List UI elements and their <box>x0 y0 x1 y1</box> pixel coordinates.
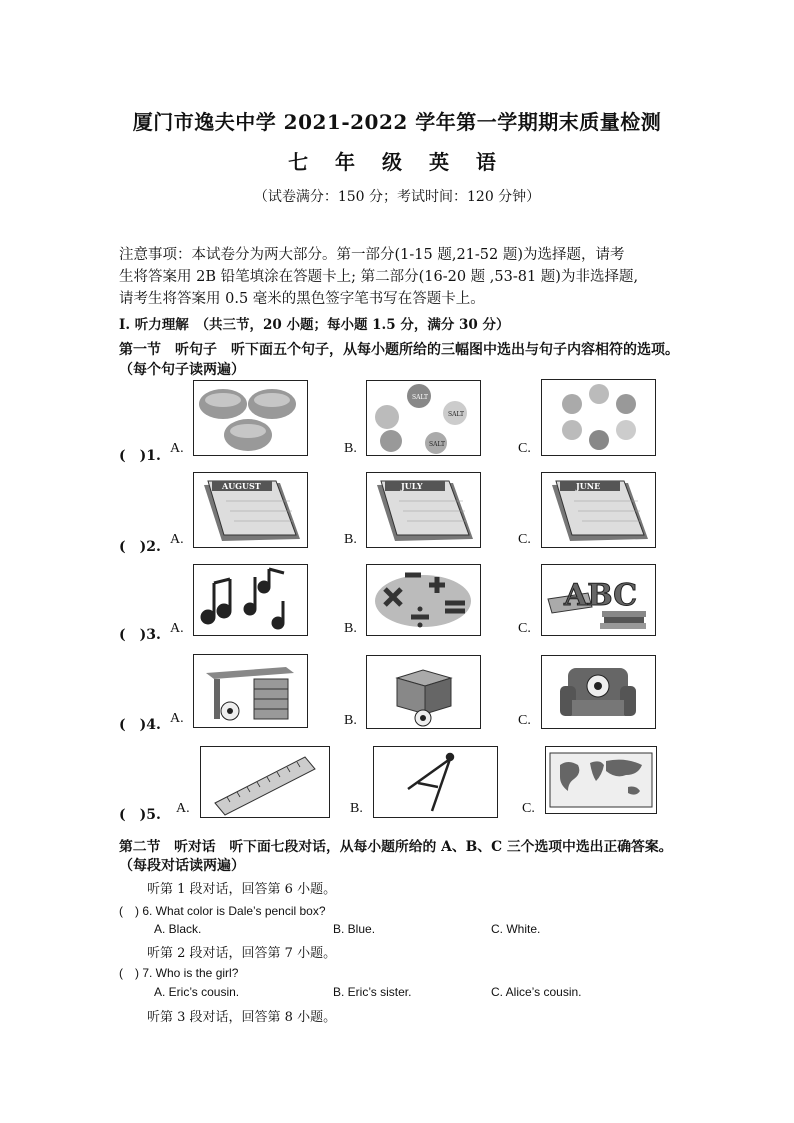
ball-circle-icon <box>541 379 656 456</box>
calendar-icon <box>366 472 481 548</box>
notice-line-2: 生将答案用 2B 铅笔填涂在答题卡上; 第二部分(16-20 题 ,53-81 题)为非选择题, <box>119 269 639 285</box>
compass-icon <box>373 746 498 818</box>
desk-ball-icon <box>193 654 308 728</box>
part1-heading: I. 听力理解 （共三节，20 小题；每小题 1.5 分，满分 30 分） <box>119 317 510 333</box>
question-7-option-b[interactable]: B. Eric’s sister. <box>333 985 412 999</box>
exam-title: 厦门市逸夫中学 2021-2022 学年第一学期期末质量检测 <box>132 110 662 134</box>
salt-balls-icon <box>366 380 481 456</box>
question-4-number: ( )4. <box>119 717 161 733</box>
svg-text:JUNE: JUNE <box>576 481 601 491</box>
box-ball-icon <box>366 655 481 729</box>
question-2-number: ( )2. <box>119 539 161 555</box>
notice-line-3: 请考生将答案用 0.5 毫米的黑色签字笔书写在答题卡上。 <box>119 291 485 307</box>
option-5a-label: A. <box>176 801 190 816</box>
option-3c-label: C. <box>518 621 531 636</box>
dialog-2-intro: 听第 2 段对话，回答第 7 小题。 <box>147 946 337 961</box>
section2-instructions: 第二节 听对话 听下面七段对话，从每小题所给的 A、B、C 三个选项中选出正确答案。 <box>119 839 673 855</box>
music-notes-icon <box>193 564 308 636</box>
question-6-option-b[interactable]: B. Blue. <box>333 922 376 936</box>
option-1b-label: B. <box>344 441 357 456</box>
option-3a-label: A. <box>170 621 184 636</box>
option-4a-label: A. <box>170 711 184 726</box>
exam-meta: （试卷满分：150 分；考试时间：120 分钟） <box>253 189 541 205</box>
svg-text:SALT: SALT <box>412 394 428 401</box>
question-3-number: ( )3. <box>119 627 161 643</box>
world-map-icon <box>545 746 657 814</box>
question-7-option-c[interactable]: C. Alice’s cousin. <box>491 985 582 999</box>
option-2c-label: C. <box>518 532 531 547</box>
svg-text:SALT: SALT <box>448 411 464 418</box>
math-symbols-icon <box>366 564 481 636</box>
option-1a-label: A. <box>170 441 184 456</box>
svg-text:ABC: ABC <box>564 578 638 613</box>
abc-books-icon <box>541 564 656 636</box>
section1-note: （每个句子读两遍） <box>119 362 245 378</box>
section2-note: （每段对话读两遍） <box>119 858 245 874</box>
option-2a-label: A. <box>170 532 184 547</box>
svg-text:JULY: JULY <box>401 481 423 491</box>
dialog-3-intro: 听第 3 段对话，回答第 8 小题。 <box>147 1010 337 1025</box>
option-3b-label: B. <box>344 621 357 636</box>
question-6-option-c[interactable]: C. White. <box>491 922 541 936</box>
svg-text:SALT: SALT <box>429 441 445 448</box>
notice-line-1: 注意事项：本试卷分为两大部分。第一部分(1-15 题,21-52 题)为选择题，请考 <box>119 247 625 263</box>
calendar-icon <box>193 472 308 548</box>
calendar-icon <box>541 472 656 548</box>
ping-pong-balls-icon <box>193 380 308 456</box>
option-2b-label: B. <box>344 532 357 547</box>
svg-text:AUGUST: AUGUST <box>222 481 261 491</box>
exam-subject: 七 年 级 英 语 <box>288 150 506 174</box>
option-5c-label: C. <box>522 801 535 816</box>
armchair-ball-icon <box>541 655 656 729</box>
option-4c-label: C. <box>518 713 531 728</box>
question-5-number: ( )5. <box>119 807 161 823</box>
question-1-number: ( )1. <box>119 448 161 464</box>
question-6-option-a[interactable]: A. Black. <box>154 922 202 936</box>
dialog-1-intro: 听第 1 段对话，回答第 6 小题。 <box>147 882 337 897</box>
question-7: ( ) 7. Who is the girl? <box>119 966 239 980</box>
ruler-icon <box>200 746 330 818</box>
section1-instructions: 第一节 听句子 听下面五个句子，从每小题所给的三幅图中选出与句子内容相符的选项。 <box>119 342 679 358</box>
question-7-option-a[interactable]: A. Eric’s cousin. <box>154 985 240 999</box>
option-4b-label: B. <box>344 713 357 728</box>
option-5b-label: B. <box>350 801 363 816</box>
option-1c-label: C. <box>518 441 531 456</box>
question-6: ( ) 6. What color is Dale’s pencil box? <box>119 904 326 918</box>
